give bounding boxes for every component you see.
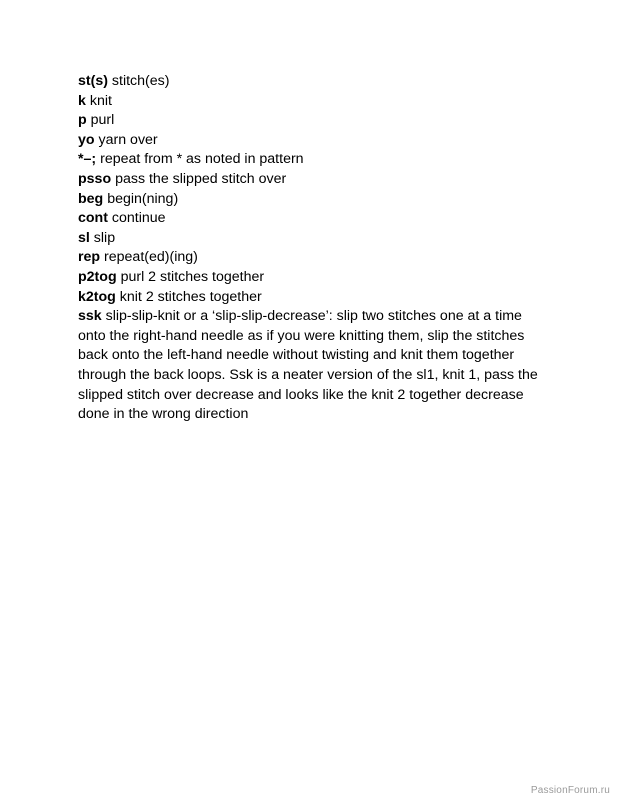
glossary-entry-p [78,111,548,131]
glossary-entry-k [78,92,548,112]
glossary-definition: stitch(es) [111,73,170,89]
glossary-entry-yo [78,131,548,151]
glossary-term: cont [78,210,108,227]
abbreviations-glossary [78,72,548,425]
glossary-definition: repeat(ed)(ing) [104,249,198,266]
watermark: PassionForum.ru [530,785,610,796]
glossary-term: st(s) [78,73,108,89]
glossary-term: beg [78,190,104,207]
glossary-definition: continue [111,210,166,227]
glossary-definition: repeat from * as noted in pattern [100,151,304,168]
glossary-definition: yarn over [98,131,158,148]
glossary-term: rep [78,249,101,266]
glossary-entry-cont [78,209,548,229]
glossary-entry-ssk [78,307,548,425]
glossary-term: p [78,112,87,129]
glossary-term: ssk [78,308,102,325]
glossary-term: k [78,92,86,109]
glossary-definition: knit [89,92,112,109]
glossary-definition: slip-slip-knit or a ‘slip-slip-decrease’: slip two stitches one at a time onto the right-hand needle as if you were knitting them, slip the stitches back onto the left-hand needle without twisting and knit them together through the back loops. Ssk is a neater version of the sl1, knit 1, pass the slipped stitch over decrease and looks like the knit 2 together decrease done in the wrong direction [78,308,538,423]
glossary-entry-p2tog [78,268,548,288]
glossary-term: p2tog [78,268,117,285]
glossary-definition: begin(ning) [107,190,179,207]
glossary-entry-psso [78,170,548,190]
glossary-definition: knit 2 stitches together [119,288,262,305]
glossary-entry-rep [78,248,548,268]
glossary-definition: purl 2 stitches together [120,268,265,285]
glossary-definition: purl [90,112,115,129]
glossary-term: yo [78,131,95,148]
glossary-entry-k2tog [78,288,548,308]
glossary-term: psso [78,170,112,187]
glossary-definition: slip [93,229,116,246]
glossary-entry-repeat-marker [78,150,548,170]
glossary-term: *–; [78,151,97,168]
glossary-definition: pass the slipped stitch over [115,170,287,187]
glossary-term: sl [78,229,90,246]
glossary-term: k2tog [78,288,116,305]
glossary-entry-beg [78,190,548,210]
glossary-entry-sl [78,229,548,249]
glossary-entry-sts [78,72,548,92]
